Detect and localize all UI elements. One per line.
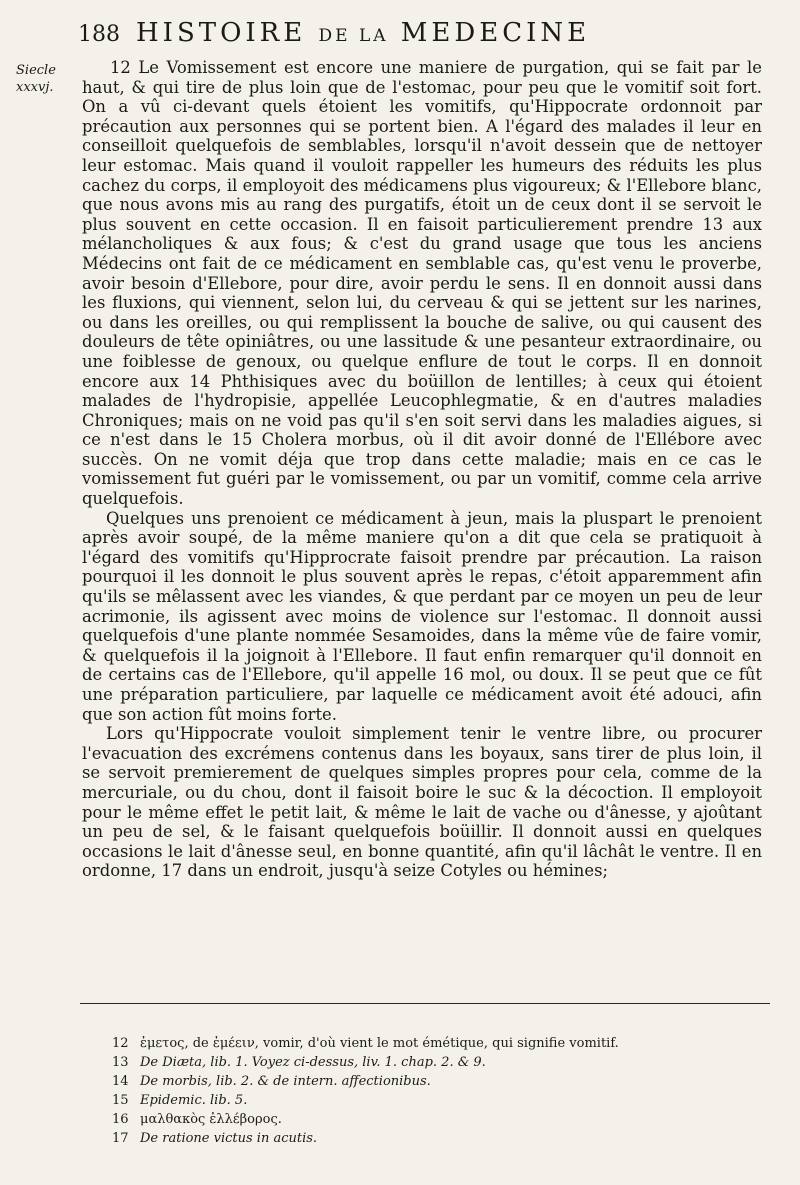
footnote xyxy=(112,1053,752,1072)
page-number: 188 xyxy=(78,22,120,47)
footnote xyxy=(112,1129,752,1148)
footnote-text: De Diæta, lib. 1. Voyez ci-dessus, liv. 1. chap. 2. & 9. xyxy=(140,1055,486,1070)
footnote xyxy=(112,1072,752,1091)
footnote-text: ἐμετος, de ἐμέειν, vomir, d'où vient le mot émétique, qui signifie vomitif. xyxy=(140,1036,619,1051)
paragraph: Quelques uns prenoient ce médicament à jeun, mais la pluspart le prenoient après avoir soupé, de la même maniere qu'on a dit que cela se pratiquoit à l'égard des vomitifs qu'Hipprocrate faisoit prendre par précaution. La raison pourquoi il les donnoit le plus souvent après le repas, c'étoit apparemment afin qu'ils se mêlassent avec les viandes, & que perdant par ce moyen un peu de leur acrimonie, ils agissent avec moins de violence sur l'estomac. Il donnoit aussi quelquefois d'une plante nommée Sesamoides, dans la même vûe de faire vomir, & quelquefois il la joignoit à l'Ellebore. Il faut enfin remarquer qu'il donnoit en de certains cas de l'Ellebore, qu'il appelle 16 mol, ou doux. Il se peut que ce fût une préparation particuliere, par laquelle ce médicament avoit été adouci, afin que son action fût moins forte. xyxy=(82,508,762,724)
footnotes xyxy=(112,1034,752,1148)
title-word-histoire: HISTOIRE xyxy=(136,18,307,48)
running-title xyxy=(136,18,590,48)
paragraph: 12 Le Vomissement est encore une maniere de purgation, qui se fait par le haut, & qui tire de plus loin que de l'estomac, pour peu que le vomitif soit fort. On a vû ci-devant quels étoient les vomitifs, qu'Hippocrate ordonnoit par précaution aux personnes qui se portent bien. A l'égard des malades il leur en conseilloit quelquefois de semblables, lorsqu'il n'avoit dessein que de nettoyer leur estomac. Mais quand il vouloit rappeller les humeurs des réduits les plus cachez du corps, il employoit des médicamens plus vigoureux; & l'Ellebore blanc, que nous avons mis au rang des purgatifs, étoit un de ceux dont il se servoit le plus souvent en cette occasion. Il en faisoit particulierement prendre 13 aux mélancholiques & aux fous; & c'est du grand usage que tous les anciens Médecins ont fait de ce médicament en semblable cas, qu'est venu le proverbe, avoir besoin d'Ellebore, pour dire, avoir perdu le sens. Il en donnoit aussi dans les fluxions, qui viennent, selon lui, du cerveau & qui se jettent sur les narines, ou dans les oreilles, ou qui remplissent la bouche de salive, ou qui causent des douleurs de tête opiniâtres, ou une lassitude & une pesanteur extraordinaire, ou une foiblesse de genoux, ou quelque enflure de tout le corps. Il en donnoit encore aux 14 Phthisiques avec du boüillon de lentilles; à ceux qui étoient malades de l'hydropisie, appellée Leucophlegmatie, & en d'autres maladies Chroniques; mais on ne void pas qu'il s'en soit servi dans les maladies aigues, si ce n'est dans le 15 Cholera morbus, où il dit avoir donné de l'Ellébore avec succès. On ne vomit déja que trop dans cette maladie; mais en ce cas le vomissement fut guéri par le vomissement, ou par un vomitif, comme cela arrive quelquefois. xyxy=(82,58,762,509)
margin-note-century xyxy=(16,62,78,96)
footnote-divider xyxy=(80,1003,770,1004)
main-text xyxy=(82,58,762,881)
margin-note-line: xxxvj. xyxy=(16,80,54,95)
footnote xyxy=(112,1091,752,1110)
footnote-number: 14 xyxy=(112,1074,129,1089)
footnote-number: 12 xyxy=(112,1036,129,1051)
title-word-medecine: MEDECINE xyxy=(400,18,591,48)
footnote-text: Epidemic. lib. 5. xyxy=(140,1093,248,1108)
margin-note-line: Siecle xyxy=(16,63,56,78)
footnote-text: De ratione victus in acutis. xyxy=(140,1131,318,1146)
paragraph: Lors qu'Hippocrate vouloit simplement tenir le ventre libre, ou procurer l'evacuation des excrémens contenus dans les boyaux, sans tirer de plus loin, il se servoit premierement de quelques simples propres pour cela, comme de la mercuriale, ou du chou, dont il faisoit boire le suc & la décoction. Il employoit pour le même effet le petit lait, & même le lait de vache ou d'ânesse, y ajoûtant un peu de sel, & le faisant quelquefois boüillir. Il donnoit aussi en quelques occasions le lait d'ânesse seul, en bonne quantité, afin qu'il lâchât le ventre. Il en ordonne, 17 dans un endroit, jusqu'à seize Cotyles ou hémines; xyxy=(82,724,762,881)
footnote-number: 17 xyxy=(112,1131,129,1146)
running-header xyxy=(78,18,740,52)
title-word-de-la: DE LA xyxy=(318,26,389,46)
footnote-number: 15 xyxy=(112,1093,129,1108)
footnote-number: 13 xyxy=(112,1055,129,1070)
footnote-text: De morbis, lib. 2. & de intern. affectionibus. xyxy=(140,1074,431,1089)
footnote xyxy=(112,1034,752,1053)
footnote xyxy=(112,1110,752,1129)
footnote-number: 16 xyxy=(112,1112,129,1127)
footnote-text: μαλθακὸς ἐλλέβορος. xyxy=(140,1112,282,1127)
